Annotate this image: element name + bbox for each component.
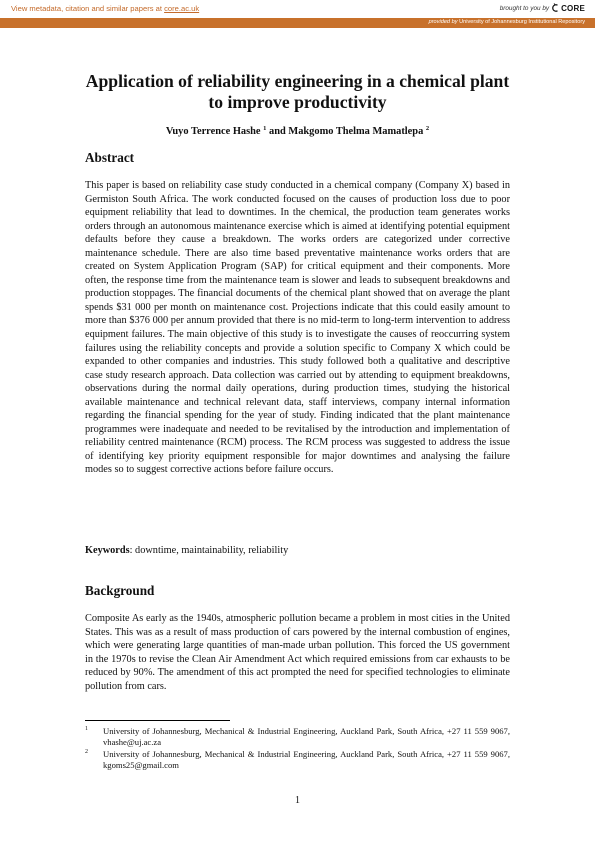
brought-by[interactable] (500, 3, 585, 13)
footnote-1 (85, 726, 510, 749)
footnote-2 (85, 749, 510, 772)
paper-title (60, 71, 535, 113)
footnote-1-text: University of Johannesburg, Mechanical & Industrial Engineering, Auckland Park, South Africa, +27 11 559 9067, vhashe@uj.ac.za (103, 726, 510, 748)
provider-name: University of Johannesburg Institutional Repository (459, 19, 585, 25)
abstract-text: This paper is based on reliability case study conducted in a chemical company (Company X) based in Germiston South Africa. The work conducted focused on the causes of production loss due to poor equipment reliability that lead to downtimes. In the chemical, the production team generates works orders through an autonomous maintenance exercise which is aimed at identifying potential equipment defaults before they cause a breakdown. The works orders are categorized under corrective maintenance schedule. There are also time based preventative maintenance works orders that are created on System Application Program (SAP) for critical equipment and their components. More often, the response time from the maintenance team is slower and leads to subsequent breakdowns and production stoppages. The financial documents of the chemical plant showed that on average the plant spends $31 000 per month on maintenance cost. Projections indicate that this could easily amount to more than $376 000 per annum provided that there is no mid-term to long-term intervention to address equipment failures. The main objective of this study is to investigate the causes of reoccurring system failures using the reliability concepts and provide a solution specific to Company X which could be expanded to other companies and industries. This study followed both a qualitative and descriptive case study research approach. Data collection was carried out by attending to equipment breakdowns, observations during the normal daily operations, during production times, studying the historical available maintenance and technical relevant data, staff interviews, company internal information regarding the financial spending for the year of study. Finding indicated that the plant maintenance programmes were inadequate and needed to be revitalised by the introduction and implementation of reliability centred maintenance (RCM) process. The RCM process was suggested to address the issue of identifying key priority equipment responsible for major downtimes and analysing the failure modes so to suggest corrective actions before failure occurs. (85, 180, 510, 476)
core-banner (0, 0, 595, 18)
background-text: Composite As early as the 1940s, atmospheric pollution became a problem in most cities in the United States. This was as a result of mass production of cars powered by the internal combustion of engines, which were generating large quantities of man-made urban pollution. This forced the US government in the 1970s to revise the Clean Air Amendment Act which required emissions from car exhausts to be reduced by 90%. The amendment of this act prompted the need for specified technologies to eliminate pollution from cars. (85, 613, 510, 692)
author-1-mark: 1 (263, 125, 267, 132)
page-number: 1 (295, 795, 300, 806)
core-logo-icon (551, 3, 559, 13)
title-line-1: Application of reliability engineering in a chemical plant (85, 71, 510, 91)
author-1: Vuyo Terrence Hashe (165, 126, 261, 137)
author-2-mark: 2 (425, 125, 430, 132)
keywords (85, 545, 288, 556)
metadata-notice (11, 4, 199, 13)
keywords-text: : downtime, maintainability, reliability (129, 545, 289, 556)
core-link[interactable]: core.ac.uk (164, 4, 200, 13)
footnote-2-number: 2 (85, 749, 88, 755)
brought-text: brought to you by (499, 4, 550, 12)
keywords-label: Keywords (85, 545, 130, 556)
provider-bar (0, 18, 595, 28)
abstract-heading: Abstract (85, 150, 135, 165)
author-2: Makgomo Thelma Mamatlepa (288, 126, 424, 137)
author-and: and (269, 126, 286, 137)
provider-notice[interactable] (429, 19, 585, 25)
footnote-divider (85, 720, 230, 721)
background-heading: Background (85, 583, 155, 598)
title-line-2: to improve productivity (208, 92, 387, 112)
footnote-2-text: University of Johannesburg, Mechanical & Industrial Engineering, Auckland Park, South Africa, +27 11 559 9067, kgoms25@gmail.com (103, 749, 510, 771)
footnote-1-number: 1 (85, 726, 88, 732)
core-label: CORE (561, 3, 585, 13)
provided-by-text: provided by (428, 19, 458, 25)
author-line (60, 125, 535, 137)
metadata-text: View metadata, citation and similar papers at (11, 4, 162, 13)
